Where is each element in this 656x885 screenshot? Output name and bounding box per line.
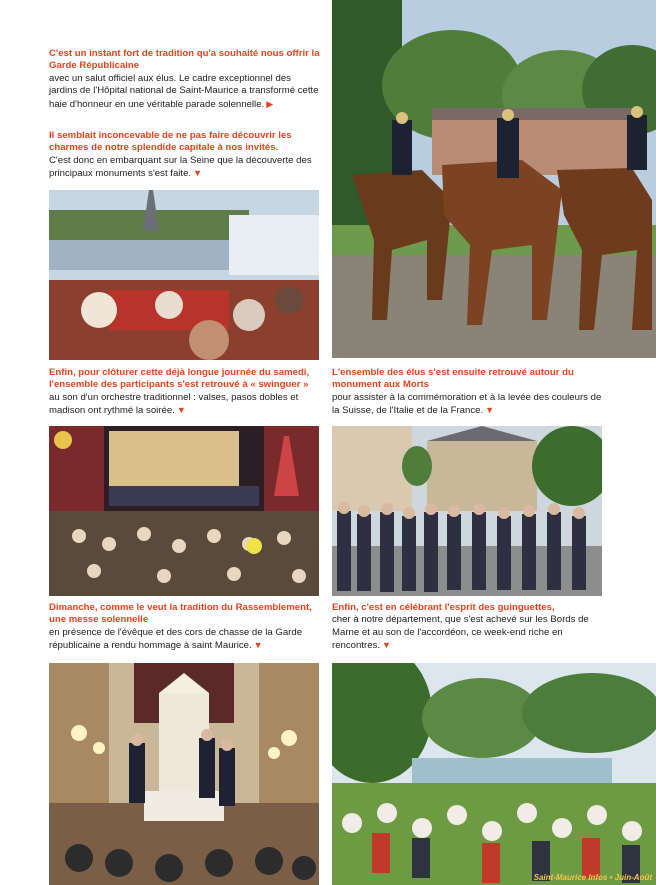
triangle-down-icon: ▼: [382, 640, 391, 651]
footer-publication: Saint-Maurice Infos • Juin-Août: [533, 873, 652, 882]
photo-dance-hall: [49, 426, 319, 596]
caption-swinguer-headline: Enfin, pour clôturer cette déjà longue journée du samedi, l'ensemble des participants s'est retrouvé à « swinguer »: [49, 367, 310, 391]
caption-messe: [49, 602, 321, 653]
caption-messe-headline: Dimanche, comme le veut la tradition du Rassemblement, une messe solennelle: [49, 602, 312, 626]
caption-guinguettes-body: cher à notre département, que s'est achevé sur les Bords de Marne et au son de l'accordéon, ce week-end riche en rencontres.: [332, 614, 589, 652]
caption-monument: [332, 367, 604, 418]
caption-guinguettes-headline: Enfin, c'est en célébrant l'esprit des guinguettes,: [332, 602, 555, 613]
photo-messe-solennelle: [49, 663, 319, 885]
triangle-down-icon: ▼: [485, 405, 495, 416]
triangle-down-icon: ▼: [176, 405, 186, 416]
caption-guinguettes: [332, 602, 604, 653]
triangle-down-icon: ▼: [193, 168, 202, 179]
caption-garde-body: avec un salut officiel aux élus. Le cadre exceptionnel des jardins de l'Hôpital national de Saint-Maurice a transformé cette haie d'honneur en une véritable parade solennelle.: [49, 72, 319, 110]
caption-messe-body: en présence de l'évêque et des cors de chasse de la Garde républicaine a rendu hommage à saint Maurice.: [49, 626, 303, 652]
photo-seine-boat: [49, 190, 319, 360]
triangle-down-icon: ▼: [253, 640, 263, 651]
caption-seine-body: C'est donc en embarquant sur la Seine que la découverte des principaux monuments s'est faite.: [49, 154, 312, 180]
caption-monument-headline: L'ensemble des élus s'est ensuite retrouvé autour du monument aux Morts: [332, 367, 574, 391]
caption-monument-body: pour assister à la commémoration et à la levée des couleurs de la Suisse, de l'Italie et de la France.: [332, 391, 602, 417]
caption-swinguer-body: au son d'un orchestre traditionnel : valses, pasos dobles et madison ont rythmé la soirée.: [49, 391, 299, 417]
caption-seine: [49, 130, 321, 181]
photo-monument-aux-morts: [332, 426, 602, 596]
caption-garde-headline: C'est un instant fort de tradition qu'a souhaité nous offrir la Garde Républicaine: [49, 48, 320, 72]
photo-garde-republicaine: [332, 0, 656, 358]
caption-garde: [49, 48, 321, 111]
caption-seine-headline: Il semblait inconcevable de ne pas faire découvrir les charmes de notre splendide capitale à nos invités.: [49, 130, 292, 154]
photo-guinguettes: [332, 663, 656, 885]
caption-swinguer: [49, 367, 321, 418]
triangle-right-icon: ▶: [266, 98, 274, 109]
